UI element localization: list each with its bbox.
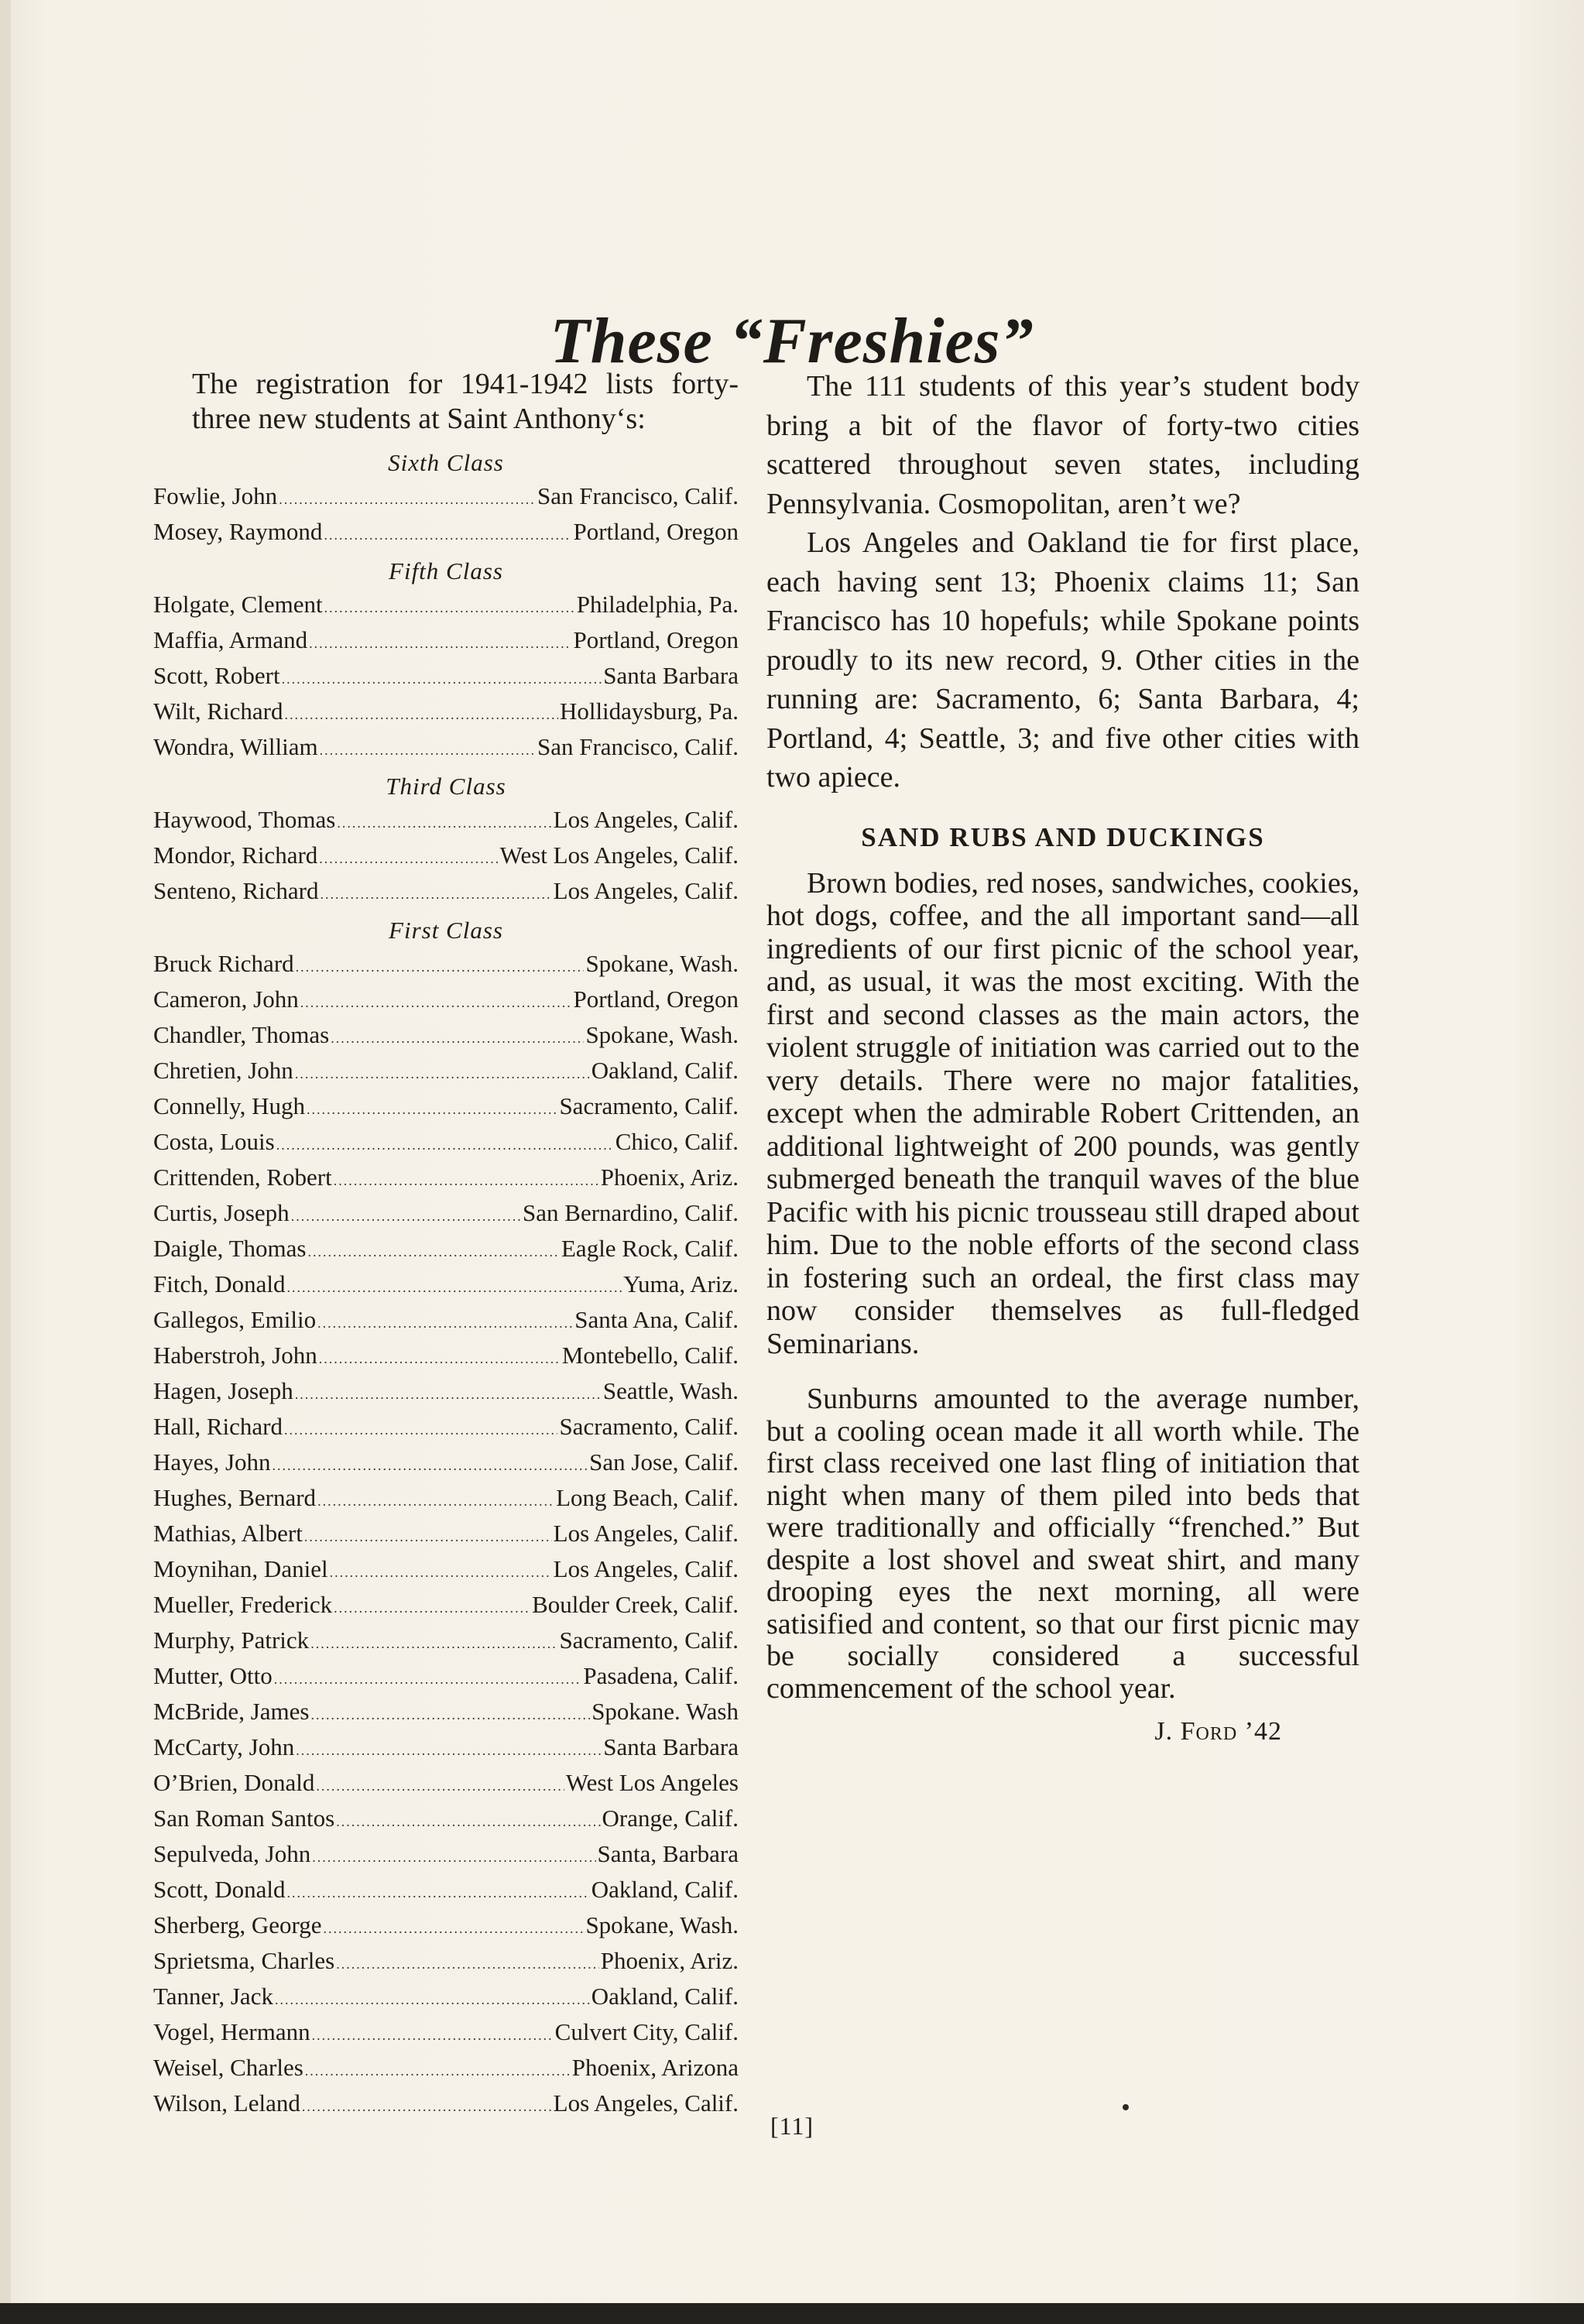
- student-row: [153, 1339, 739, 1375]
- dot-leader: [317, 1308, 573, 1339]
- dot-leader: [296, 1735, 602, 1767]
- student-name: Tanner, Jack: [153, 1983, 273, 2010]
- dot-leader: [310, 1699, 590, 1731]
- page-bottom-edge: [0, 2303, 1584, 2324]
- student-row: [153, 983, 739, 1019]
- student-row: [153, 1873, 739, 1909]
- dot-leader: [316, 1770, 564, 1802]
- student-name: Haberstroh, John: [153, 1342, 317, 1369]
- dot-leader: [275, 1984, 590, 2016]
- dot-leader: [307, 1236, 560, 1268]
- student-hometown: Spokane, Wash.: [585, 950, 739, 977]
- student-name: Senteno, Richard: [153, 877, 319, 904]
- student-name: Moynihan, Daniel: [153, 1555, 328, 1582]
- student-name: Murphy, Patrick: [153, 1626, 310, 1654]
- paragraph-gap: [766, 1360, 1359, 1383]
- student-name: Vogel, Hermann: [153, 2018, 310, 2045]
- student-list: [153, 588, 739, 766]
- dot-leader: [279, 484, 536, 516]
- dot-leader: [305, 2055, 571, 2087]
- dot-leader: [274, 1664, 582, 1695]
- student-row: [153, 1375, 739, 1411]
- student-row: [153, 2016, 739, 2051]
- dot-leader: [285, 699, 558, 731]
- student-name: Holgate, Clement: [153, 591, 323, 618]
- student-name: Daigle, Thomas: [153, 1235, 307, 1262]
- student-name: Sepulveda, John: [153, 1840, 311, 1867]
- student-row: [153, 1945, 739, 1980]
- student-name: Mosey, Raymond: [153, 518, 323, 545]
- article-paragraph-3: Brown bodies, red noses, sandwiches, cookies, hot dogs, coffee, and the all important sand—all ingredients of our first picnic of the school year, and, as usual, it was the most exciting. With the first and second classes as the main actors, the violent struggle of initiation was carried out to the very details. There were no major fatalities, except when the admirable Robert Crittenden, an additional lightweight of 200 pounds, was gently submerged beneath the tranquil waves of the blue Pacific with his picnic trousseau still draped about him. Due to the noble efforts of the second class in fostering such an ordeal, the first class may now consider themselves as full-fledged Seminarians.: [766, 866, 1359, 1360]
- student-name: Costa, Louis: [153, 1128, 275, 1155]
- student-row: [153, 1909, 739, 1945]
- student-name: Wilt, Richard: [153, 698, 283, 725]
- student-hometown: Sacramento, Calif.: [559, 1626, 739, 1654]
- class-heading: Sixth Class: [388, 449, 504, 476]
- dot-leader: [300, 987, 572, 1019]
- dot-leader: [310, 1628, 557, 1660]
- class-heading: First Class: [389, 917, 503, 944]
- student-name: Fowlie, John: [153, 482, 278, 509]
- student-name: San Roman Santos: [153, 1805, 335, 1832]
- student-row: [153, 1411, 739, 1446]
- student-name: Chandler, Thomas: [153, 1021, 330, 1048]
- student-name: Hall, Richard: [153, 1413, 283, 1440]
- dot-leader: [304, 1521, 552, 1553]
- student-row: [153, 1695, 739, 1731]
- student-name: Haywood, Thomas: [153, 806, 336, 833]
- class-heading: Fifth Class: [389, 557, 503, 584]
- dot-leader: [319, 843, 498, 875]
- student-hometown: Portland, Oregon: [573, 626, 739, 653]
- student-hometown: Los Angeles, Calif.: [553, 806, 739, 833]
- dot-leader: [334, 1592, 530, 1624]
- student-name: O’Brien, Donald: [153, 1769, 315, 1796]
- ink-speck: [1123, 2104, 1129, 2110]
- student-row: [153, 480, 739, 516]
- student-row: [153, 1660, 739, 1695]
- student-name: Hughes, Bernard: [153, 1484, 317, 1511]
- student-name: Curtis, Joseph: [153, 1199, 290, 1226]
- dot-leader: [295, 1058, 590, 1090]
- dot-leader: [331, 1023, 584, 1054]
- article-paragraph-2: Los Angeles and Oakland tie for first place, each having sent 13; Phoenix claims 11; San Francisco has 10 hopefuls; while Spokane points proudly to its new record, 9. Other cities in the running are: Sacramento, 6; Santa Barbara, 4; Portland, 4; Seattle, 3; and five other cities with two apiece.: [766, 526, 1359, 794]
- student-row: [153, 1802, 739, 1838]
- student-hometown: Los Angeles, Calif.: [553, 877, 739, 904]
- dot-leader: [317, 1486, 554, 1517]
- student-name: Sherberg, George: [153, 1911, 322, 1938]
- student-hometown: Culvert City, Calif.: [554, 2018, 739, 2045]
- student-name: Crittenden, Robert: [153, 1164, 332, 1191]
- dot-leader: [336, 1806, 600, 1838]
- student-name: Bruck Richard: [153, 950, 294, 977]
- student-row: [153, 804, 739, 839]
- student-row: [153, 1161, 739, 1197]
- student-hometown: Santa Ana, Calif.: [574, 1306, 739, 1333]
- dot-leader: [276, 1129, 614, 1161]
- student-name: Gallegos, Emilio: [153, 1306, 317, 1333]
- student-row: [153, 624, 739, 660]
- student-row: [153, 588, 739, 624]
- dot-leader: [312, 1842, 595, 1873]
- article-paragraph-4: Sunburns amounted to the average number, but a cooling ocean made it all worth while. The first class received one last fling of initiation that night when many of them piled into beds that were traditionally and officially “frenched.” But despite a lost shovel and sweat shirt, and many drooping eyes the next morning, all were satisified and content, so that our first picnic may be socially considered a successful commencement of the school year.: [766, 1383, 1359, 1705]
- class-lists: [153, 447, 739, 2123]
- student-row: [153, 731, 739, 766]
- page-title: These “Freshies”: [550, 305, 1034, 378]
- student-row: [153, 948, 739, 983]
- student-row: [153, 1304, 739, 1339]
- student-name: Wilson, Leland: [153, 2089, 300, 2117]
- student-name: Hayes, John: [153, 1448, 271, 1476]
- student-hometown: West Los Angeles, Calif.: [499, 842, 739, 869]
- student-name: Fitch, Donald: [153, 1270, 286, 1297]
- student-hometown: San Bernardino, Calif.: [523, 1199, 739, 1226]
- student-name: Mondor, Richard: [153, 842, 318, 869]
- student-row: [153, 875, 739, 910]
- dot-leader: [324, 592, 575, 624]
- student-hometown: Spokane, Wash.: [585, 1911, 739, 1938]
- student-row: [153, 1446, 739, 1482]
- intro-paragraph: The registration for 1941-1942 lists forty-three new students at Saint Anthony‘s:: [192, 368, 739, 435]
- student-hometown: Los Angeles, Calif.: [553, 1520, 739, 1547]
- student-hometown: Chico, Calif.: [615, 1128, 739, 1155]
- dot-leader: [336, 1949, 599, 1980]
- student-hometown: Boulder Creek, Calif.: [532, 1591, 739, 1618]
- student-hometown: San Jose, Calif.: [589, 1448, 739, 1476]
- student-list: [153, 804, 739, 910]
- dot-leader: [324, 1913, 585, 1945]
- student-name: Sprietsma, Charles: [153, 1947, 335, 1974]
- student-hometown: Santa Barbara: [603, 1733, 739, 1760]
- student-name: Scott, Donald: [153, 1876, 286, 1903]
- student-hometown: Spokane. Wash: [591, 1698, 739, 1725]
- dot-leader: [296, 951, 585, 983]
- student-row: [153, 1054, 739, 1090]
- student-hometown: Phoenix, Arizona: [571, 2054, 739, 2081]
- student-row: [153, 1517, 739, 1553]
- student-hometown: Montebello, Calif.: [561, 1342, 739, 1369]
- student-row: [153, 1197, 739, 1232]
- student-row: [153, 1126, 739, 1161]
- article-paragraph-1: The 111 students of this year’s student body bring a bit of the flavor of forty-two cities scattered throughout seven states, including Pennsylvania. Cosmopolitan, aren’t we?: [766, 370, 1359, 520]
- student-hometown: Eagle Rock, Calif.: [561, 1235, 739, 1262]
- student-hometown: Philadelphia, Pa.: [576, 591, 739, 618]
- dot-leader: [330, 1557, 552, 1589]
- student-hometown: Phoenix, Ariz.: [600, 1164, 739, 1191]
- dot-leader: [287, 1272, 622, 1304]
- signature-name: Ford: [1180, 1717, 1238, 1746]
- class-heading: Third Class: [386, 773, 506, 800]
- dot-leader: [324, 519, 571, 551]
- dot-leader: [284, 1414, 557, 1446]
- student-row: [153, 516, 739, 551]
- student-hometown: Santa Barbara: [603, 662, 739, 689]
- page-number: [11]: [770, 2112, 814, 2140]
- dot-leader: [307, 1094, 557, 1126]
- dot-leader: [291, 1201, 521, 1232]
- dot-leader: [312, 2020, 554, 2051]
- dot-leader: [273, 1450, 588, 1482]
- student-hometown: Pasadena, Calif.: [583, 1662, 739, 1689]
- student-hometown: Oakland, Calif.: [591, 1983, 739, 2010]
- dot-leader: [319, 1343, 561, 1375]
- student-hometown: Oakland, Calif.: [591, 1057, 739, 1084]
- student-row: [153, 695, 739, 731]
- student-row: [153, 1090, 739, 1126]
- student-hometown: Yuma, Ariz.: [623, 1270, 739, 1297]
- student-hometown: San Francisco, Calif.: [537, 733, 739, 760]
- student-name: McBride, James: [153, 1698, 310, 1725]
- student-row: [153, 1731, 739, 1767]
- student-name: Mathias, Albert: [153, 1520, 303, 1547]
- student-row: [153, 1980, 739, 2016]
- student-row: [153, 839, 739, 875]
- signature-initial: J.: [1154, 1717, 1174, 1746]
- signature-year: ’42: [1244, 1717, 1282, 1746]
- student-hometown: Portland, Oregon: [573, 985, 739, 1013]
- student-name: Hagen, Joseph: [153, 1377, 293, 1404]
- student-row: [153, 660, 739, 695]
- student-list: [153, 480, 739, 551]
- right-column: [766, 367, 1359, 1746]
- student-row: [153, 1268, 739, 1304]
- student-row: [153, 1019, 739, 1054]
- student-name: Weisel, Charles: [153, 2054, 303, 2081]
- dot-leader: [321, 879, 552, 910]
- student-name: Cameron, John: [153, 985, 299, 1013]
- student-hometown: Hollidaysburg, Pa.: [559, 698, 739, 725]
- student-name: McCarty, John: [153, 1733, 295, 1760]
- dot-leader: [337, 807, 551, 839]
- student-row: [153, 1553, 739, 1589]
- student-hometown: Portland, Oregon: [573, 518, 739, 545]
- student-name: Scott, Robert: [153, 662, 280, 689]
- student-row: [153, 1624, 739, 1660]
- author-signature: [766, 1717, 1282, 1746]
- student-hometown: Los Angeles, Calif.: [553, 1555, 739, 1582]
- student-hometown: Sacramento, Calif.: [559, 1092, 739, 1119]
- student-row: [153, 1232, 739, 1268]
- dot-leader: [287, 1877, 590, 1909]
- student-name: Mutter, Otto: [153, 1662, 273, 1689]
- student-row: [153, 1589, 739, 1624]
- dot-leader: [309, 628, 571, 660]
- student-hometown: Oakland, Calif.: [591, 1876, 739, 1903]
- left-column: [153, 367, 739, 2126]
- student-name: Chretien, John: [153, 1057, 293, 1084]
- student-hometown: Santa, Barbara: [597, 1840, 739, 1867]
- student-name: Maffia, Armand: [153, 626, 308, 653]
- student-row: [153, 1482, 739, 1517]
- student-row: [153, 1767, 739, 1802]
- section-heading: SAND RUBS AND DUCKINGS: [861, 821, 1265, 852]
- student-hometown: Orange, Calif.: [602, 1805, 739, 1832]
- student-hometown: Spokane, Wash.: [585, 1021, 739, 1048]
- dot-leader: [334, 1165, 599, 1197]
- student-row: [153, 1838, 739, 1873]
- student-row: [153, 2051, 739, 2087]
- student-hometown: West Los Angeles: [565, 1769, 739, 1796]
- student-hometown: Long Beach, Calif.: [556, 1484, 739, 1511]
- student-name: Mueller, Frederick: [153, 1591, 333, 1618]
- student-hometown: Los Angeles, Calif.: [553, 2089, 739, 2117]
- dot-leader: [282, 663, 602, 695]
- student-hometown: San Francisco, Calif.: [537, 482, 739, 509]
- student-hometown: Seattle, Wash.: [602, 1377, 739, 1404]
- dot-leader: [320, 735, 536, 766]
- dot-leader: [295, 1379, 602, 1411]
- student-list: [153, 948, 739, 2123]
- student-hometown: Phoenix, Ariz.: [600, 1947, 739, 1974]
- student-name: Wondra, William: [153, 733, 318, 760]
- student-hometown: Sacramento, Calif.: [559, 1413, 739, 1440]
- student-name: Connelly, Hugh: [153, 1092, 306, 1119]
